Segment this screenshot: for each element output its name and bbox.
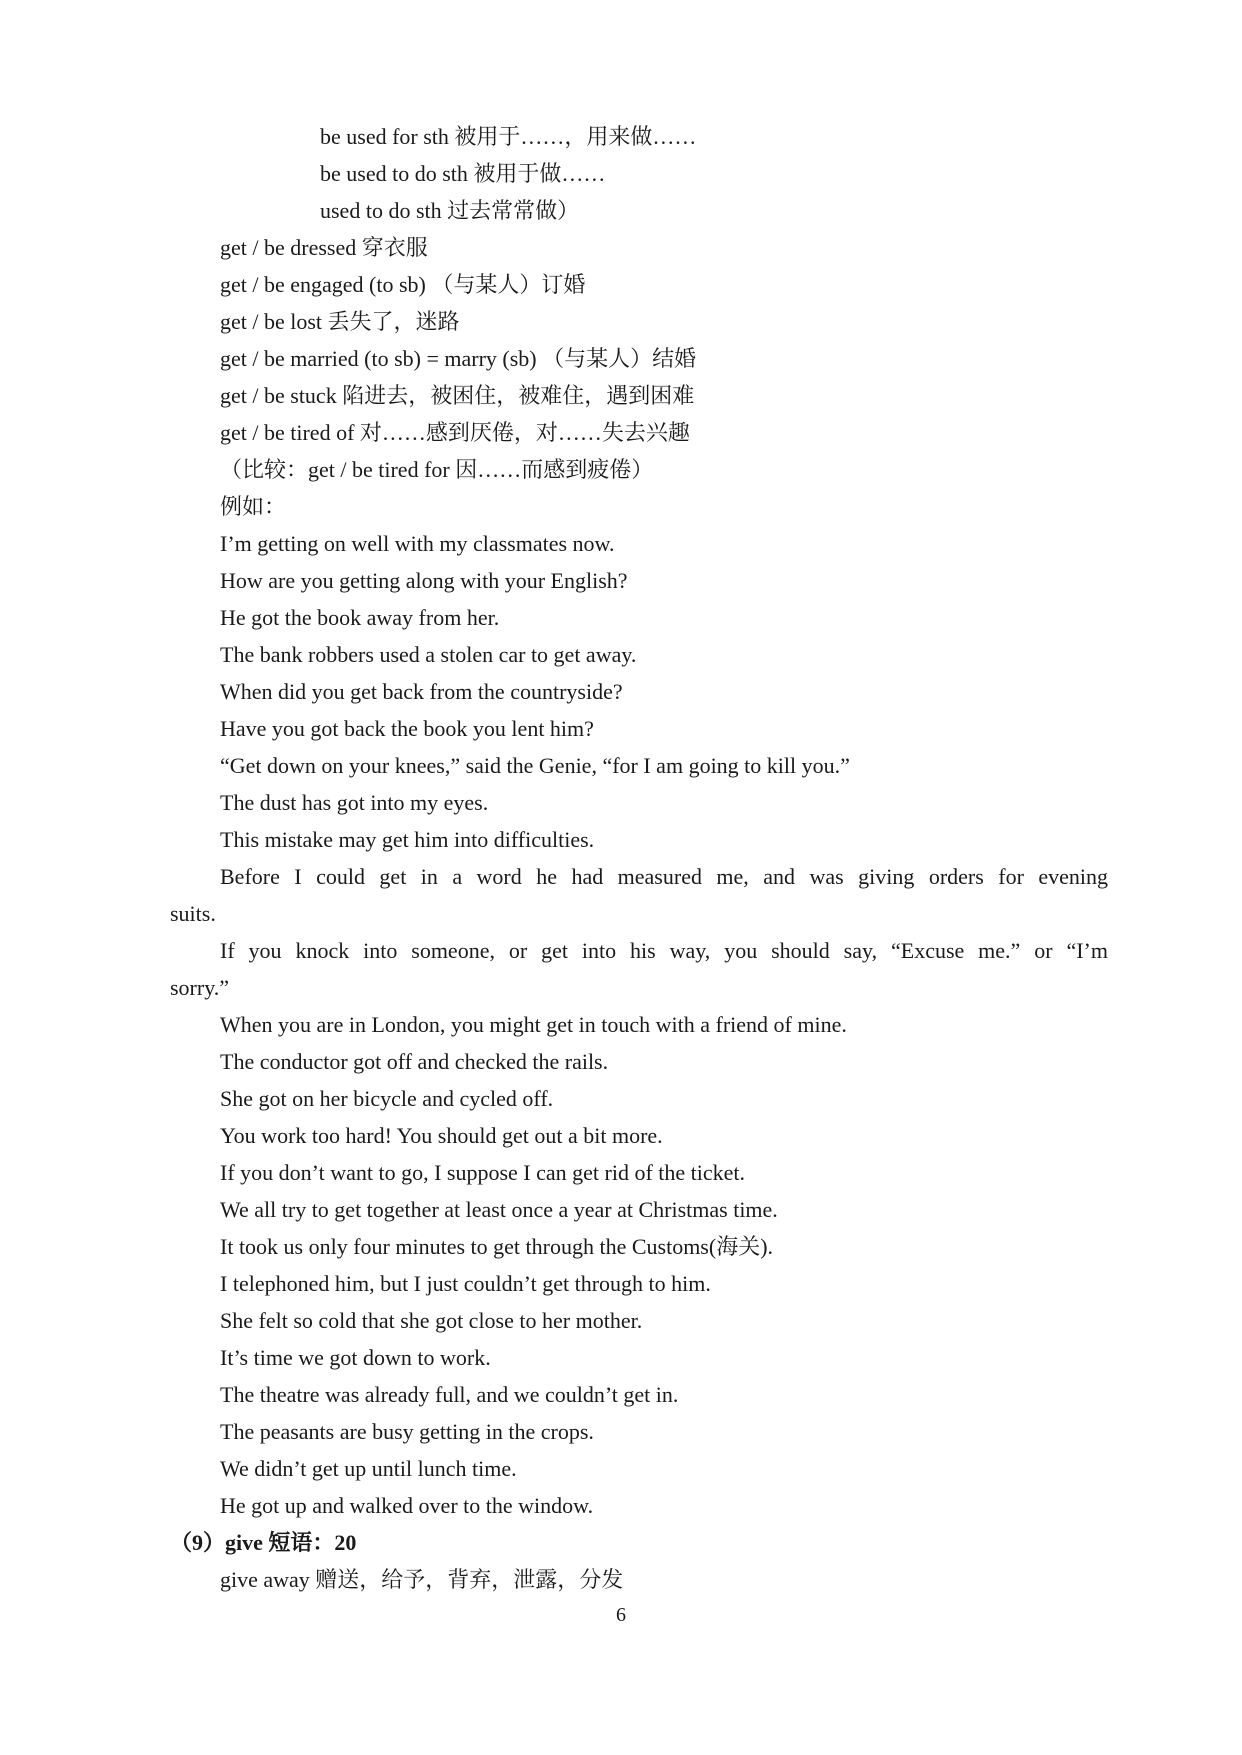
text-line: get / be dressed 穿衣服: [220, 235, 428, 260]
text-line: be used for sth 被用于……，用来做……: [320, 124, 697, 149]
text-line: （比较：get / be tired for 因……而感到疲倦）: [220, 457, 654, 482]
example-sentence: If you knock into someone, or get into his way, you should say, “Excuse me.” or “I’m: [220, 938, 1108, 963]
example-sentence: If you don’t want to go, I suppose I can get rid of the ticket.: [220, 1160, 746, 1185]
example-sentence: When did you get back from the countryside?: [220, 679, 623, 704]
text-line: be used to do sth 被用于做……: [320, 161, 606, 186]
example-sentence: The conductor got off and checked the rails.: [220, 1049, 609, 1074]
example-sentence: The bank robbers used a stolen car to get away.: [220, 642, 637, 667]
page-number: 6: [616, 1604, 626, 1626]
example-sentence: I’m getting on well with my classmates now.: [220, 531, 615, 556]
example-sentence: It’s time we got down to work.: [220, 1345, 491, 1370]
example-sentence: He got up and walked over to the window.: [220, 1493, 594, 1518]
example-sentence: She got on her bicycle and cycled off.: [220, 1086, 554, 1111]
text-line: get / be engaged (to sb) （与某人）订婚: [220, 272, 586, 297]
text-line: give away 赠送，给予，背弃，泄露，分发: [220, 1567, 624, 1592]
example-sentence: Before I could get in a word he had measured me, and was giving orders for evening: [220, 864, 1108, 889]
text-line: 例如：: [220, 494, 287, 519]
example-sentence: I telephoned him, but I just couldn’t get through to him.: [220, 1271, 711, 1296]
section-heading: （9）give 短语：20: [170, 1530, 357, 1555]
example-sentence: It took us only four minutes to get through the Customs(海关).: [220, 1234, 774, 1259]
text-line: get / be tired of 对……感到厌倦，对……失去兴趣: [220, 420, 690, 445]
example-sentence: The peasants are busy getting in the crops.: [220, 1419, 594, 1444]
example-sentence: You work too hard! You should get out a bit more.: [220, 1123, 663, 1148]
example-sentence-continuation: suits.: [170, 901, 216, 926]
text-line: get / be married (to sb) = marry (sb) （与某人）结婚: [220, 346, 697, 371]
example-sentence: This mistake may get him into difficulties.: [220, 827, 595, 852]
example-sentence: The theatre was already full, and we couldn’t get in.: [220, 1382, 679, 1407]
text-line: get / be stuck 陷进去，被困住，被难住，遇到困难: [220, 383, 695, 408]
example-sentence: We all try to get together at least once a year at Christmas time.: [220, 1197, 778, 1222]
example-sentence-continuation: sorry.”: [170, 975, 230, 1000]
example-sentence: Have you got back the book you lent him?: [220, 716, 594, 741]
example-sentence: He got the book away from her.: [220, 605, 500, 630]
text-line: used to do sth 过去常常做）: [320, 198, 580, 223]
example-sentence: How are you getting along with your English?: [220, 568, 628, 593]
text-line: get / be lost 丢失了，迷路: [220, 309, 460, 334]
example-sentence: When you are in London, you might get in touch with a friend of mine.: [220, 1012, 847, 1037]
example-sentence: She felt so cold that she got close to her mother.: [220, 1308, 643, 1333]
example-sentence: “Get down on your knees,” said the Genie, “for I am going to kill you.”: [220, 753, 850, 778]
example-sentence: The dust has got into my eyes.: [220, 790, 489, 815]
example-sentence: We didn’t get up until lunch time.: [220, 1456, 517, 1481]
